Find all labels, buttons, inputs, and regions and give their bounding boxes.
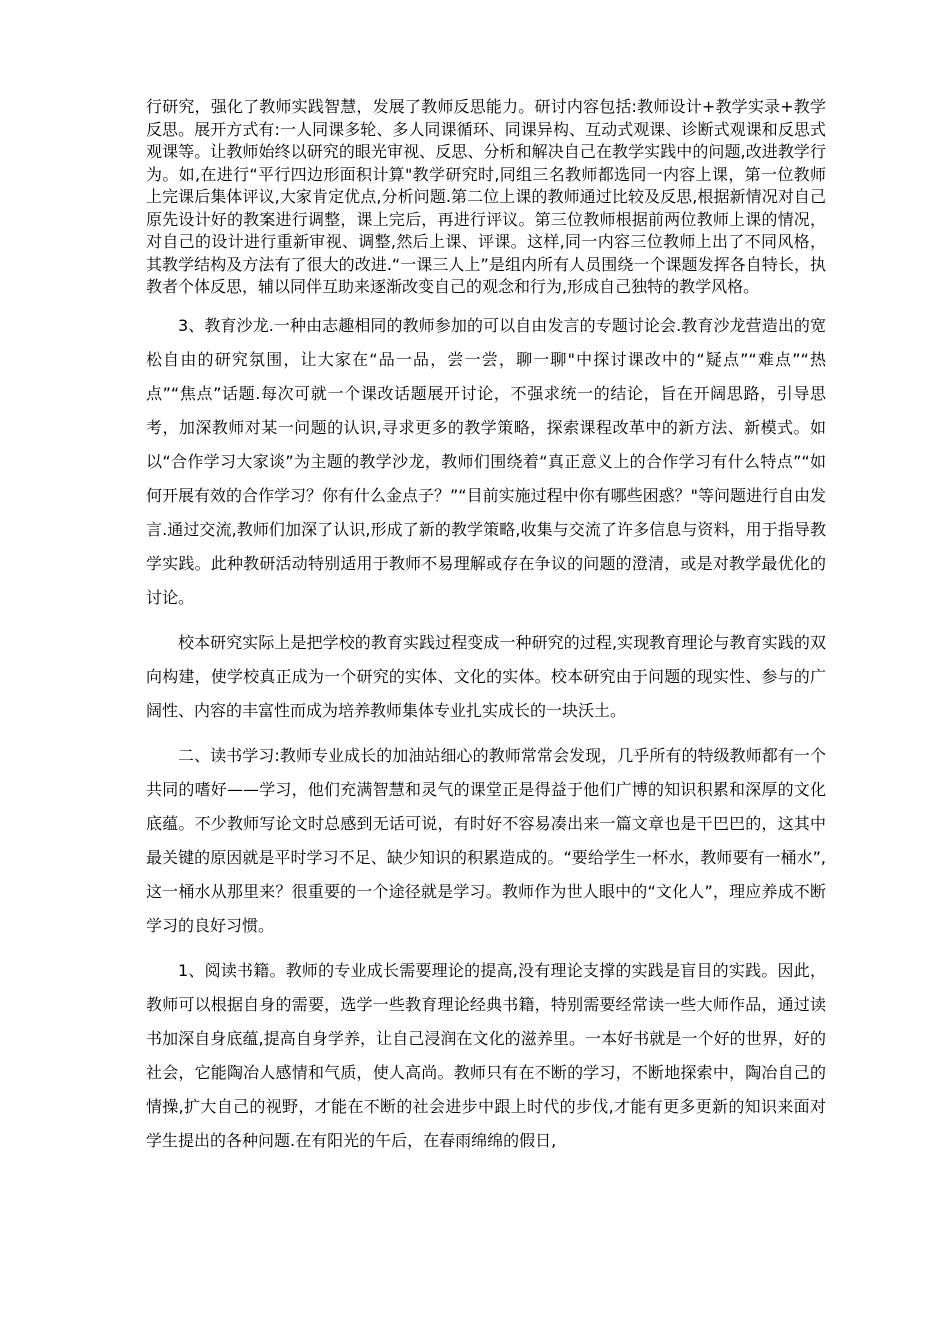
paragraph-education-salon: 3、教育沙龙.一种由志趣相同的教师参加的可以自由发言的专题讨论会.教育沙龙营造出的宽松自由的研究氛围，让大家在“品一品，尝一尝，聊一聊"中探讨课改中的“疑点”“难点”“热点”“焦点”话题.每次可就一个课改话题展开讨论，不强求统一的结论，旨在开阔思路，引导思考，加深教师对某一问题的认识,寻求更多的教学策略，探索课程改革中的新方法、新模式。如以“合作学习大家谈”为主题的教学沙龙，教师们围绕着“真正意义上的合作学习有什么特点”“如何开展有效的合作学习？你有什么金点子？”“目前实施过程中你有哪些困惑？"等问题进行自由发言.通过交流,教师们加深了认识,形成了新的教学策略,收集与交流了许多信息与资料，用于指导教学实践。此种教研活动特别适用于教师不易理解或存在争议的问题的澄清，或是对教学最优化的讨论。 xyxy=(146,315,826,607)
paragraph-teaching-research-continued: 行研究，强化了教师实践智慧，发展了教师反思能力。研讨内容包括:教师设计+教学实录+教学反思。展开方式有:一人同课多轮、多人同课循环、同课异构、互动式观课、诊断式观课和反思式观课等。让教师始终以研究的眼光审视、反思、分析和解决自己在教学实践中的问题,改进教学行为。如,在进行“平行四边形面积计算"教学研究时,同组三名教师都选同一内容上课，第一位教师上完课后集体评议,大家肯定优点,分析问题.第二位上课的教师通过比较及反思,根据新情况对自己原先设计好的教案进行调整，课上完后，再进行评议。第三位教师根据前两位教师上课的情况，对自己的设计进行重新审视、调整,然后上课、评课。这样,同一内容三位教师上出了不同风格，其教学结构及方法有了很大的改进.“一课三人上”是组内所有人员围绕一个课题发挥各自特长，执教者个体反思，辅以同伴互助来逐渐改变自己的观念和行为,形成自己独特的教学风格。 xyxy=(146,97,826,296)
paragraph-reading-books: 1、阅读书籍。教师的专业成长需要理论的提高,没有理论支撑的实践是盲目的实践。因此，教师可以根据自身的需要，选学一些教育理论经典书籍，特别需要经常读一些大师作品，通过读书加深自身底蕴,提高自身学养，让自己浸润在文化的滋养里。一本好书就是一个好的世界，好的社会，它能陶冶人感情和气质，使人高尚。教师只有在不断的学习，不断地探索中，陶冶自己的情操,扩大自己的视野，才能在不断的社会进步中跟上时代的步伐,才能有更多更新的知识来面对学生提出的各种问题.在有阳光的午后，在春雨绵绵的假日, xyxy=(146,960,826,1150)
document-page xyxy=(146,96,826,1169)
paragraph-reading-study: 二、读书学习:教师专业成长的加油站细心的教师常常会发现，几乎所有的特级教师都有一个共同的嗜好——学习，他们充满智慧和灵气的课堂正是得益于他们广博的知识积累和深厚的文化底蕴。不少教师写论文时总感到无话可说，有时好不容易凑出来一篇文章也是干巴巴的，这其中最关键的原因就是平时学习不足、缺少知识的积累造成的。“要给学生一杯水，教师要有一桶水”,这一桶水从那里来？很重要的一个途径就是学习。教师作为世人眼中的“文化人”，理应养成不断学习的良好习惯。 xyxy=(146,745,826,935)
paragraph-school-based-research: 校本研究实际上是把学校的教育实践过程变成一种研究的过程,实现教育理论与教育实践的双向构建，使学校真正成为一个研究的实体、文化的实体。校本研究由于问题的现实性、参与的广阔性、内容的丰富性而成为培养教师集体专业扎实成长的一块沃土。 xyxy=(146,632,826,720)
